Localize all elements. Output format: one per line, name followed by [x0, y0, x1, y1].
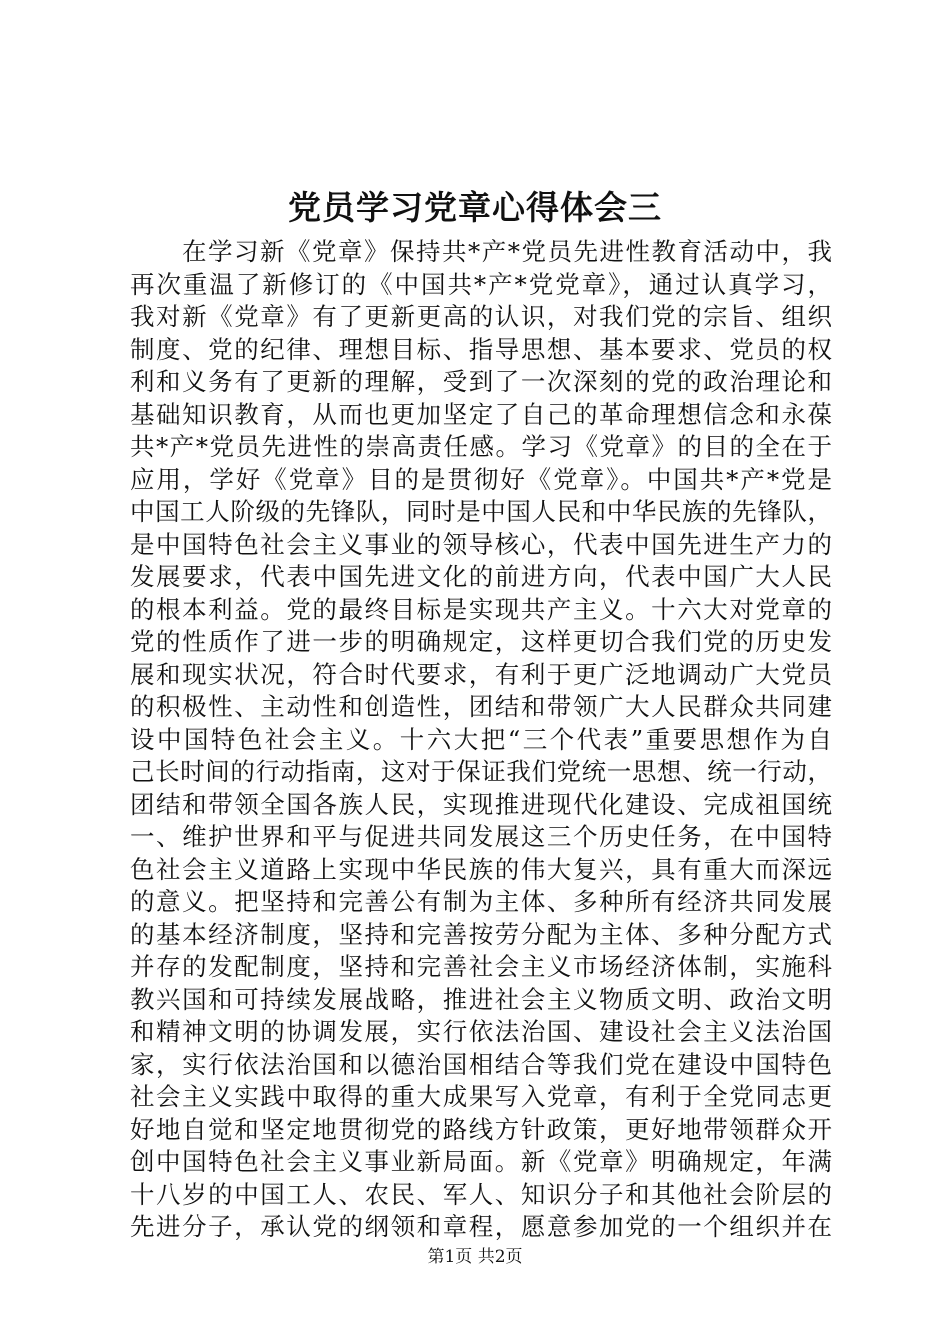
body-line: 是中国特色社会主义事业的领导核心，代表中国先进生产力的	[130, 529, 832, 559]
body-line: 的积极性、主动性和创造性，团结和带领广大人民群众共同建	[130, 692, 832, 721]
body-line: 团结和带领全国各族人民，实现推进现代化建设、完成祖国统	[130, 789, 832, 819]
body-line: 的基本经济制度，坚持和完善按劳分配为主体、多种分配方式	[130, 919, 832, 949]
body-line: 发展要求，代表中国先进文化的前进方向，代表中国广大人民	[130, 562, 832, 591]
body-line: 应用，学好《党章》目的是贯彻好《党章》。中国共*产*党是	[130, 464, 832, 494]
body-line: 和精神文明的协调发展，实行依法治国、建设社会主义法治国	[130, 1017, 832, 1046]
body-line: 先进分子，承认党的纲领和章程，愿意参加党的一个组织并在	[130, 1212, 832, 1241]
body-line: 色社会主义道路上实现中华民族的伟大复兴，具有重大而深远	[130, 854, 832, 884]
body-line: 的根本利益。党的最终目标是实现共产主义。十六大对党章的	[130, 594, 832, 624]
body-line: 利和义务有了更新的理解，受到了一次深刻的党的政治理论和	[130, 367, 832, 396]
body-line: 我对新《党章》有了更新更高的认识，对我们党的宗旨、组织	[130, 302, 832, 331]
body-line: 社会主义实践中取得的重大成果写入党章，有利于全党同志更	[130, 1082, 832, 1111]
body-line: 共*产*党员先进性的崇高责任感。学习《党章》的目的全在于	[130, 432, 832, 461]
body-line: 一、维护世界和平与促进共同发展这三个历史任务，在中国特	[130, 822, 832, 851]
body-line: 设中国特色社会主义。十六大把“三个代表”重要思想作为自	[130, 724, 832, 754]
body-line: 再次重温了新修订的《中国共*产*党党章》，通过认真学习，	[130, 269, 832, 299]
document-body	[130, 236, 832, 1244]
page-number-footer: 第1页 共2页	[427, 1247, 523, 1267]
body-line: 十八岁的中国工人、农民、军人、知识分子和其他社会阶层的	[130, 1179, 832, 1209]
body-line: 中国工人阶级的先锋队，同时是中国人民和中华民族的先锋队，	[130, 497, 832, 526]
body-line: 的意义。把坚持和完善公有制为主体、多种所有经济共同发展	[130, 887, 832, 916]
body-line: 教兴国和可持续发展战略，推进社会主义物质文明、政治文明	[130, 984, 832, 1014]
body-line: 展和现实状况，符合时代要求，有利于更广泛地调动广大党员	[130, 659, 832, 689]
body-line: 家，实行依法治国和以德治国相结合等我们党在建设中国特色	[130, 1049, 832, 1079]
body-line: 好地自觉和坚定地贯彻党的路线方针政策，更好地带领群众开	[130, 1114, 832, 1144]
body-line: 制度、党的纪律、理想目标、指导思想、基本要求、党员的权	[130, 334, 832, 364]
body-line: 己长时间的行动指南，这对于保证我们党统一思想、统一行动，	[130, 757, 832, 786]
body-line: 在学习新《党章》保持共*产*党员先进性教育活动中，我	[130, 237, 832, 266]
body-line: 党的性质作了进一步的明确规定，这样更切合我们党的历史发	[130, 627, 832, 656]
body-line: 基础知识教育，从而也更加坚定了自己的革命理想信念和永葆	[130, 399, 832, 429]
body-line: 并存的发配制度，坚持和完善社会主义市场经济体制，实施科	[130, 952, 832, 981]
body-line: 创中国特色社会主义事业新局面。新《党章》明确规定，年满	[130, 1147, 832, 1176]
document-title: 党员学习党章心得体会三	[288, 188, 662, 227]
